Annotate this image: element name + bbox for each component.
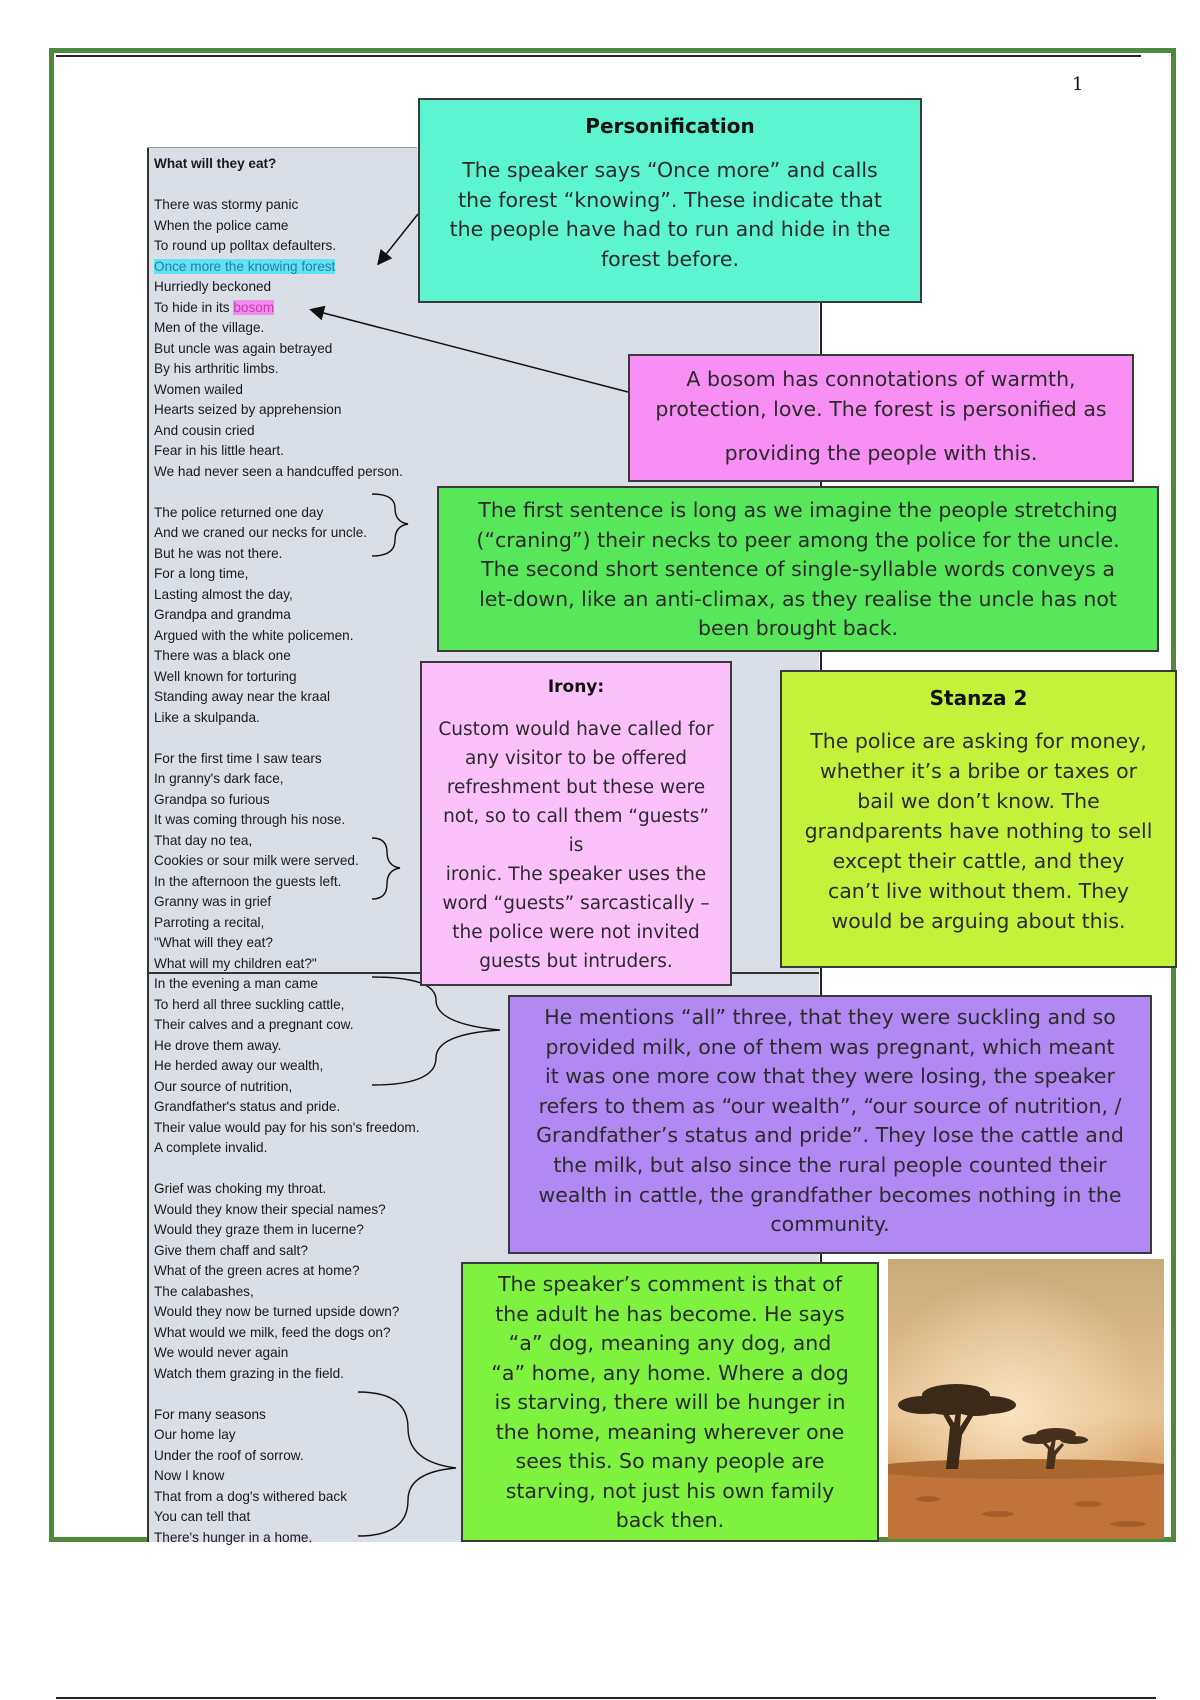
- poem-line-text: To herd all three suckling cattle,: [154, 996, 345, 1012]
- poem-line-text: Fear in his little heart.: [154, 443, 284, 458]
- dog-line: starving, not just his own family: [505, 1478, 835, 1503]
- personification-line: forest before.: [600, 246, 740, 271]
- poem-line-text: In the evening a man came: [154, 976, 318, 991]
- poem-line-text: Would they now be turned upside down?: [154, 1304, 400, 1319]
- irony-line: word “guests” sarcastically –: [442, 893, 710, 914]
- poem-line-text: Grandpa and grandma: [154, 607, 291, 622]
- poem-line-text: When the police came: [154, 217, 289, 233]
- poem-line-text: In the afternoon the guests left.: [154, 873, 342, 889]
- cattle-line: the milk, but also since the rural people counted their: [553, 1152, 1107, 1177]
- dog-line: sees this. So many people are: [515, 1449, 825, 1473]
- dog-line: the home, meaning wherever one: [495, 1419, 845, 1444]
- dog-line: “a” dog, meaning any dog, and: [508, 1331, 832, 1355]
- dog-line: the adult he has become. He says: [495, 1301, 845, 1326]
- poem-line-text: By his arthritic limbs.: [154, 361, 279, 376]
- poem-line-text: Argued with the white policemen.: [154, 627, 354, 643]
- cattle-line: community.: [770, 1212, 890, 1237]
- poem-line-text: You can tell that: [154, 1509, 251, 1524]
- cattle-line: it was one more cow that they were losing, the speaker: [545, 1064, 1115, 1089]
- personification-line: the forest “knowing”. These indicate that: [458, 187, 882, 212]
- poem-line-text: Granny was in grief: [154, 894, 272, 909]
- poem-line-text: Our home lay: [154, 1427, 236, 1442]
- cattle-note: [508, 995, 1152, 1254]
- dog-line: “a” home, any home. Where a dog: [491, 1360, 849, 1385]
- stanza-2-line: The police are asking for money,: [810, 729, 1147, 753]
- bosom-line: A bosom has connotations of warmth,: [686, 367, 1076, 391]
- cattle-line: wealth in cattle, the grandfather becomes nothing in the: [538, 1182, 1122, 1207]
- poem-line-text: Their value would pay for his son's freedom.: [154, 1119, 420, 1135]
- poem-line-text: Their calves and a pregnant cow.: [154, 1017, 354, 1032]
- poem-line-text: Give them chaff and salt?: [154, 1242, 308, 1258]
- personification-arrow: [379, 214, 418, 263]
- poem-line-text: "What will they eat?: [154, 935, 273, 950]
- poem-line-text: Would they know their special names?: [154, 1201, 386, 1217]
- bosom-line: protection, love. The forest is personified as: [655, 397, 1107, 421]
- personification-line: The speaker says “Once more” and calls: [462, 158, 878, 182]
- stanza-2-line: can’t live without them. They: [827, 879, 1130, 903]
- poem-line-text: For the first time I saw tears: [154, 750, 322, 766]
- poem-line-text: A complete invalid.: [154, 1140, 268, 1155]
- poem-line-text: Men of the village.: [154, 320, 265, 335]
- poem-line-text: For many seasons: [154, 1406, 266, 1422]
- sentence-length-note: [437, 486, 1159, 652]
- stanza-2-line: whether it’s a bribe or taxes or: [819, 759, 1138, 783]
- poem-line-text: It was coming through his nose.: [154, 812, 346, 827]
- poem-line-text: Hearts seized by apprehension: [154, 402, 342, 417]
- poem-line-text: Grandfather's status and pride.: [154, 1099, 341, 1114]
- irony-line: refreshment but these were: [446, 777, 706, 798]
- poem-line-text: Women wailed: [154, 381, 243, 397]
- irony-line: not, so to call them “guests” is: [443, 806, 709, 856]
- cattle-line: provided milk, one of them was pregnant, which meant: [545, 1034, 1115, 1059]
- cattle-line: refers to them as “our wealth”, “our source of nutrition, /: [538, 1093, 1122, 1118]
- bosom-line: providing the people with this.: [724, 441, 1038, 465]
- stanza-2-line: bail we don’t know. The: [857, 789, 1100, 813]
- poem-line-text: Would they graze them in lucerne?: [154, 1222, 364, 1237]
- poem-line-text: What will they eat?: [154, 156, 277, 171]
- poem-line-text: Once more the knowing forest: [154, 258, 336, 274]
- poem-line-text: That from a dog's withered back: [154, 1488, 348, 1504]
- bosom-note: [628, 354, 1134, 482]
- dog-line: back then.: [615, 1508, 725, 1532]
- irony-line: the police were not invited: [452, 922, 700, 943]
- brace-cattle: [372, 977, 500, 1085]
- poem-line-text: Like a skulpanda.: [154, 709, 260, 725]
- poem-line-text: To hide in its: [154, 299, 234, 315]
- dog-line: is starving, there will be hunger in: [494, 1390, 846, 1414]
- poem-line-text: For a long time,: [154, 566, 249, 581]
- poem-line-text: But uncle was again betrayed: [154, 340, 333, 356]
- stanza-2-line: grandparents have nothing to sell: [804, 819, 1153, 843]
- poem-line-text: He drove them away.: [154, 1037, 282, 1053]
- personification-line: the people have had to run and hide in the: [449, 217, 891, 241]
- poem-line-text: Lasting almost the day,: [154, 586, 293, 602]
- bosom-arrow: [312, 310, 628, 392]
- poem-line-text: We had never seen a handcuffed person.: [154, 463, 403, 479]
- poem-line-text: Watch them grazing in the field.: [154, 1365, 344, 1381]
- poem-line-text: And cousin cried: [154, 422, 255, 438]
- poem-line-text: Grandpa so furious: [154, 791, 270, 807]
- sentence-length-line: (“craning”) their necks to peer among the police for the uncle.: [476, 527, 1120, 552]
- dog-note: [461, 1262, 879, 1542]
- poem-line-text: But he was not there.: [154, 545, 283, 561]
- stanza-2-note: [780, 670, 1177, 968]
- stanza-2-line: would be arguing about this.: [831, 909, 1126, 933]
- savanna-acacia-image: [888, 1259, 1164, 1539]
- cattle-line: He mentions “all” three, that they were suckling and so: [544, 1005, 1116, 1029]
- poem-line-text: What will my children eat?": [154, 955, 317, 971]
- poem-line-text: There was a black one: [154, 648, 291, 663]
- highlighted-word-bosom: bosom: [233, 299, 275, 315]
- brace-police-returned: [372, 494, 408, 556]
- poem-line-text: He herded away our wealth,: [154, 1058, 324, 1073]
- irony-line: guests but intruders.: [479, 951, 673, 972]
- sentence-length-line: been brought back.: [697, 616, 899, 640]
- sentence-length-line: let-down, like an anti-climax, as they realise the uncle has not: [479, 586, 1117, 611]
- poem-line-text: Standing away near the kraal: [154, 689, 331, 704]
- sentence-length-line: The second short sentence of single-syllable words conveys a: [481, 557, 1115, 581]
- poem-line-text: And we craned our necks for uncle.: [154, 525, 368, 540]
- irony-line: ironic. The speaker uses the: [445, 864, 707, 885]
- poem-line-text: Parroting a recital,: [154, 914, 265, 930]
- stanza-2-title: Stanza 2: [929, 686, 1028, 710]
- poem-line-text: The calabashes,: [154, 1283, 254, 1299]
- brace-hunger: [358, 1392, 456, 1536]
- page-number: 1: [1072, 74, 1084, 95]
- poem-line-text: What of the green acres at home?: [154, 1263, 360, 1278]
- irony-title: Irony:: [547, 677, 605, 697]
- irony-note: [420, 661, 732, 986]
- irony-line: Custom would have called for: [438, 719, 714, 740]
- poem-line-text: To round up polltax defaulters.: [154, 238, 337, 253]
- poem-line-text: Cookies or sour milk were served.: [154, 853, 359, 868]
- poem-line-text: There was stormy panic: [154, 197, 299, 212]
- poem-line-text: That day no tea,: [154, 832, 253, 848]
- poem-line-text: What would we milk, feed the dogs on?: [154, 1324, 391, 1340]
- cattle-line: Grandfather’s status and pride”. They lose the cattle and: [536, 1123, 1124, 1148]
- poem-line-text: Grief was choking my throat.: [154, 1181, 327, 1196]
- brace-guests: [372, 838, 400, 899]
- sentence-length-line: The first sentence is long as we imagine the people stretching: [478, 498, 1118, 522]
- personification-note: [418, 98, 922, 303]
- poem-line-text: There's hunger in a home.: [154, 1529, 313, 1545]
- poem-line-text: The police returned one day: [154, 504, 324, 520]
- poem-line-text: We would never again: [154, 1345, 289, 1360]
- stanza-2-line: except their cattle, and they: [832, 849, 1125, 873]
- dog-line: The speaker’s comment is that of: [497, 1272, 843, 1296]
- poem-line-text: Under the roof of sorrow.: [154, 1447, 304, 1463]
- poem-line-text: Well known for torturing: [154, 668, 297, 684]
- poem-line-text: Hurriedly beckoned: [154, 279, 272, 294]
- personification-title: Personification: [585, 114, 755, 138]
- poem-line-text: In granny's dark face,: [154, 771, 284, 786]
- poem-line-text: Now I know: [154, 1468, 225, 1483]
- poem-line-text: Our source of nutrition,: [154, 1078, 293, 1094]
- irony-line: any visitor to be offered: [464, 748, 688, 769]
